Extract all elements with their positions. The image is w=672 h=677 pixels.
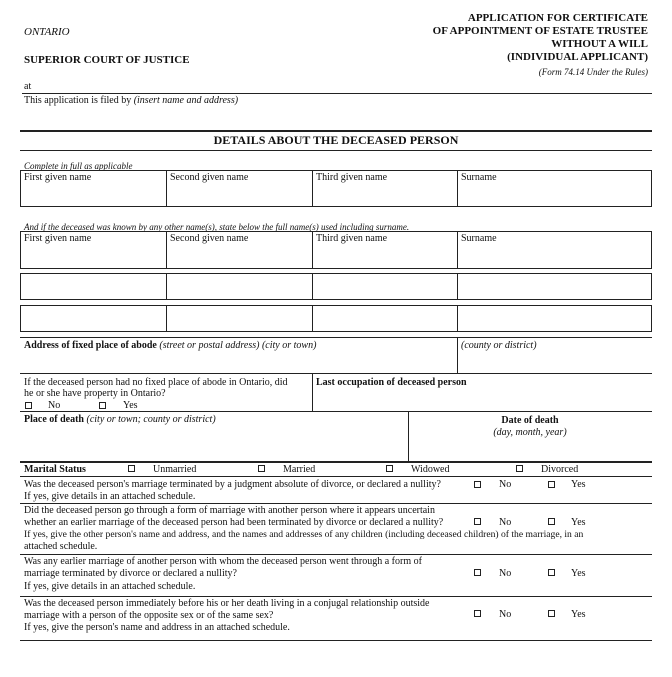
question-3-no-label: No (499, 568, 512, 579)
surname-field[interactable]: Surname (461, 172, 497, 183)
property-no-checkbox[interactable] (25, 402, 32, 409)
other-second-name-field[interactable]: Second given name (170, 233, 249, 244)
question-3-yes-checkbox[interactable] (548, 569, 555, 576)
other-surname-field[interactable]: Surname (461, 233, 497, 244)
divorced-checkbox[interactable] (516, 465, 523, 472)
section-rule-bottom (20, 150, 652, 151)
question-1-yes-label: Yes (571, 479, 586, 490)
form-title-line4: (INDIVIDUAL APPLICANT) (507, 51, 648, 63)
form-title-line1: APPLICATION FOR CERTIFICATE (467, 12, 648, 24)
unmarried-checkbox[interactable] (128, 465, 135, 472)
question-2-yes-label: Yes (571, 517, 586, 528)
court-name: SUPERIOR COURT OF JUSTICE (24, 54, 190, 66)
filed-by-label: This application is filed by (insert name and address) (24, 95, 239, 106)
other-third-name-field[interactable]: Third given name (316, 233, 388, 244)
question-3-yes-label: Yes (571, 568, 586, 579)
county-field[interactable]: (county or district) (461, 340, 537, 351)
question-4-line2: marriage with a person of the opposite sex or of the same sex? (24, 610, 274, 621)
first-name-field[interactable]: First given name (24, 172, 92, 183)
form-title-line2: OF APPOINTMENT OF ESTATE TRUSTEE (432, 25, 648, 37)
widowed-checkbox[interactable] (386, 465, 393, 472)
question-2-yes-checkbox[interactable] (548, 518, 555, 525)
other-first-name-field[interactable]: First given name (24, 233, 92, 244)
address-field[interactable]: Address of fixed place of abode (street or postal address) (city or town) (24, 340, 317, 351)
property-question-line2: he or she have property in Ontario? (24, 388, 166, 399)
married-label: Married (283, 464, 316, 475)
third-name-field[interactable]: Third given name (316, 172, 388, 183)
name-row-other-2[interactable] (20, 273, 652, 300)
form-title-line3: WITHOUT A WILL (551, 38, 648, 50)
question-2-no-label: No (499, 517, 512, 528)
date-of-death-hint[interactable]: (day, month, year) (493, 427, 567, 438)
question-3-line3: If yes, give details in an attached schedule. (24, 581, 196, 592)
question-3-line1: Was any earlier marriage of another person with whom the deceased person went through a form of (24, 556, 422, 567)
question-3-line2: marriage terminated by divorce or declared a nullity? (24, 568, 237, 579)
property-question-line1: If the deceased person had no fixed place of abode in Ontario, did (24, 377, 288, 388)
place-of-death-field[interactable]: Place of death (city or town; county or district) (24, 414, 216, 425)
name-row-other-3[interactable] (20, 305, 652, 332)
section-title: DETAILS ABOUT THE DECEASED PERSON (213, 133, 459, 147)
widowed-label: Widowed (411, 464, 450, 475)
date-of-death-label: Date of death (501, 415, 559, 426)
question-4-yes-checkbox[interactable] (548, 610, 555, 617)
form-reference: (Form 74.14 Under the Rules) (538, 67, 648, 77)
marital-status-label: Marital Status (24, 464, 86, 475)
question-2-line2: whether an earlier marriage of the deceased person had been terminated by divorce or declared a nullity? (24, 517, 444, 528)
married-checkbox[interactable] (258, 465, 265, 472)
question-2-no-checkbox[interactable] (474, 518, 481, 525)
question-4-line1: Was the deceased person immediately before his or her death living in a conjugal relationship outside (24, 598, 430, 609)
province-label: ONTARIO (24, 26, 70, 38)
section-rule (20, 130, 652, 132)
question-1-line2: If yes, give details in an attached schedule. (24, 491, 196, 502)
question-4-no-label: No (499, 609, 512, 620)
question-1-line1: Was the deceased person's marriage terminated by a judgment absolute of divorce, or declared a nullity? (24, 479, 441, 490)
question-4-line3: If yes, give the person's name and address in an attached schedule. (24, 622, 290, 633)
divorced-label: Divorced (541, 464, 579, 475)
question-4-yes-label: Yes (571, 609, 586, 620)
question-2-line3: If yes, give the other person's name and address, and the names and addresses of any children (including deceased children) of the marriage, in an (24, 529, 584, 540)
question-1-no-label: No (499, 479, 512, 490)
property-yes-checkbox[interactable] (99, 402, 106, 409)
question-3-no-checkbox[interactable] (474, 569, 481, 576)
question-1-no-checkbox[interactable] (474, 481, 481, 488)
property-yes-label: Yes (123, 400, 138, 411)
property-no-label: No (48, 400, 61, 411)
unmarried-label: Unmarried (153, 464, 197, 475)
question-2-line4: attached schedule. (24, 541, 98, 552)
other-names-instruction: And if the deceased was known by any other name(s), state below the full name(s) used including surname. (24, 222, 410, 232)
occupation-field[interactable]: Last occupation of deceased person (316, 377, 467, 388)
second-name-field[interactable]: Second given name (170, 172, 249, 183)
at-line[interactable] (22, 93, 652, 94)
question-1-yes-checkbox[interactable] (548, 481, 555, 488)
names-instruction: Complete in full as applicable (24, 161, 133, 171)
question-2-line1: Did the deceased person go through a form of marriage with another person where it appears uncertain (24, 505, 435, 516)
at-label: at (24, 81, 32, 92)
question-4-no-checkbox[interactable] (474, 610, 481, 617)
